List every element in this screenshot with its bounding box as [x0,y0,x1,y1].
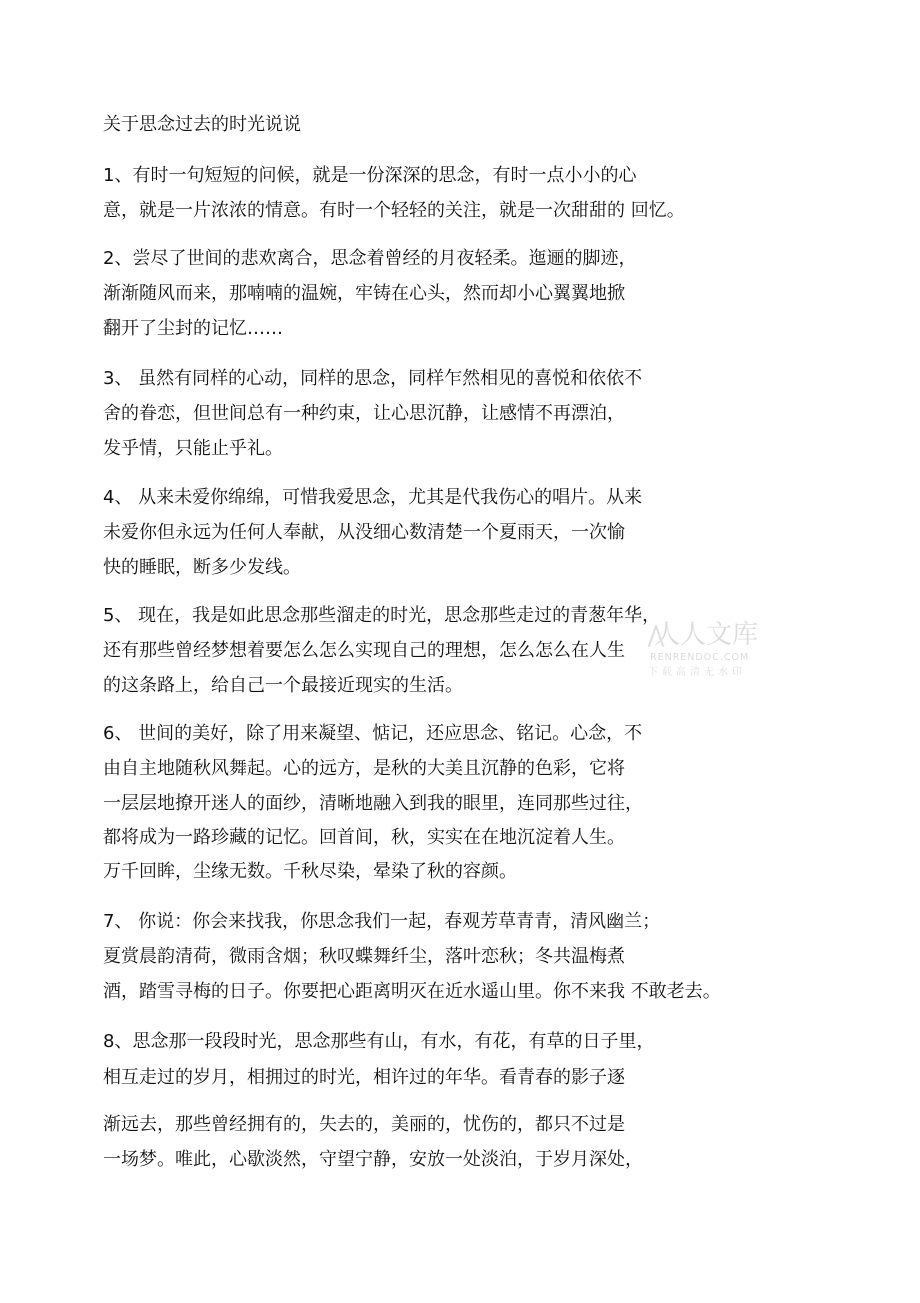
text-line: 夏赏晨韵清荷，微雨含烟；秋叹蝶舞纤尘，落叶恋秋；冬共温梅煮 [103,946,625,967]
text-line: 7、 你说：你会来找我，你思念我们一起，春观芳草青青，清风幽兰； [103,911,661,932]
text-line: 8、思念那一段段时光，思念那些有山，有水，有花，有草的日子里， [103,1031,655,1052]
text-line: 万千回眸，尘缘无数。千秋尽染，晕染了秋的容颜。 [103,861,517,882]
text-line: 3、 虽然有同样的心动，同样的思念，同样乍然相见的喜悦和依依不 [103,368,643,389]
text-line: 一场梦。唯此，心歇淡然，守望宁静，安放一处淡泊，于岁月深处， [103,1149,643,1170]
text-line: 发乎情，只能止乎礼。 [103,438,283,459]
text-line: 2、尝尽了世间的悲欢离合，思念着曾经的月夜轻柔。迤逦的脚迹， [103,248,637,269]
watermark [646,620,772,682]
text-line: 相互走过的岁月，相拥过的时光，相许过的年华。看青春的影子逐 [103,1067,625,1088]
text-line: 舍的眷恋，但世间总有一种约束，让心思沉静，让感情不再漂泊， [103,403,625,424]
text-line: 酒，踏雪寻梅的日子。你要把心距离明灭在近水遥山里。你不来我 不敢老去。 [103,981,721,1002]
text-line: 1、有时一句短短的问候，就是一份深深的思念，有时一点小小的心 [103,165,637,186]
text-line: 的这条路上，给自己一个最接近现实的生活。 [103,675,463,696]
text-line: 5、 现在，我是如此思念那些溜走的时光，思念那些走过的青葱年华， [103,605,661,626]
watermark-url: RENRENDOC.COM [650,652,750,663]
text-line: 翻开了尘封的记忆…… [103,318,283,339]
watermark-brand: 人人文库 [654,620,759,650]
text-line: 意，就是一片浓浓的情意。有时一个轻轻的关注，就是一次甜甜的 回忆。 [103,200,685,221]
watermark-tagline: 下载高清无水印 [648,667,746,678]
text-line: 都将成为一路珍藏的记忆。回首间，秋，实实在在地沉淀着人生。 [103,827,625,848]
text-line: 4、 从来未爱你绵绵，可惜我爱思念，尤其是代我伤心的唱片。从来 [103,487,643,508]
text-line: 渐远去，那些曾经拥有的，失去的，美丽的，忧伤的，都只不过是 [103,1114,625,1135]
text-line: 还有那些曾经梦想着要怎么怎么实现自己的理想，怎么怎么在人生 [103,640,625,661]
text-line: 渐渐随风而来，那喃喃的温婉，牢铸在心头，然而却小心翼翼地掀 [103,283,625,304]
text-line: 一层层地撩开迷人的面纱，清晰地融入到我的眼里，连同那些过往， [103,793,643,814]
text-line: 6、 世间的美好，除了用来凝望、惦记，还应思念、铭记。心念，不 [103,723,643,744]
text-line: 由自主地随秋风舞起。心的远方，是秋的大美且沉静的色彩，它将 [103,758,625,779]
text-line: 快的睡眠，断多少发线。 [103,557,301,578]
document-title: 关于思念过去的时光说说 [103,114,301,135]
text-line: 未爱你但永远为任何人奉献，从没细心数清楚一个夏雨天，一次愉 [103,522,625,543]
